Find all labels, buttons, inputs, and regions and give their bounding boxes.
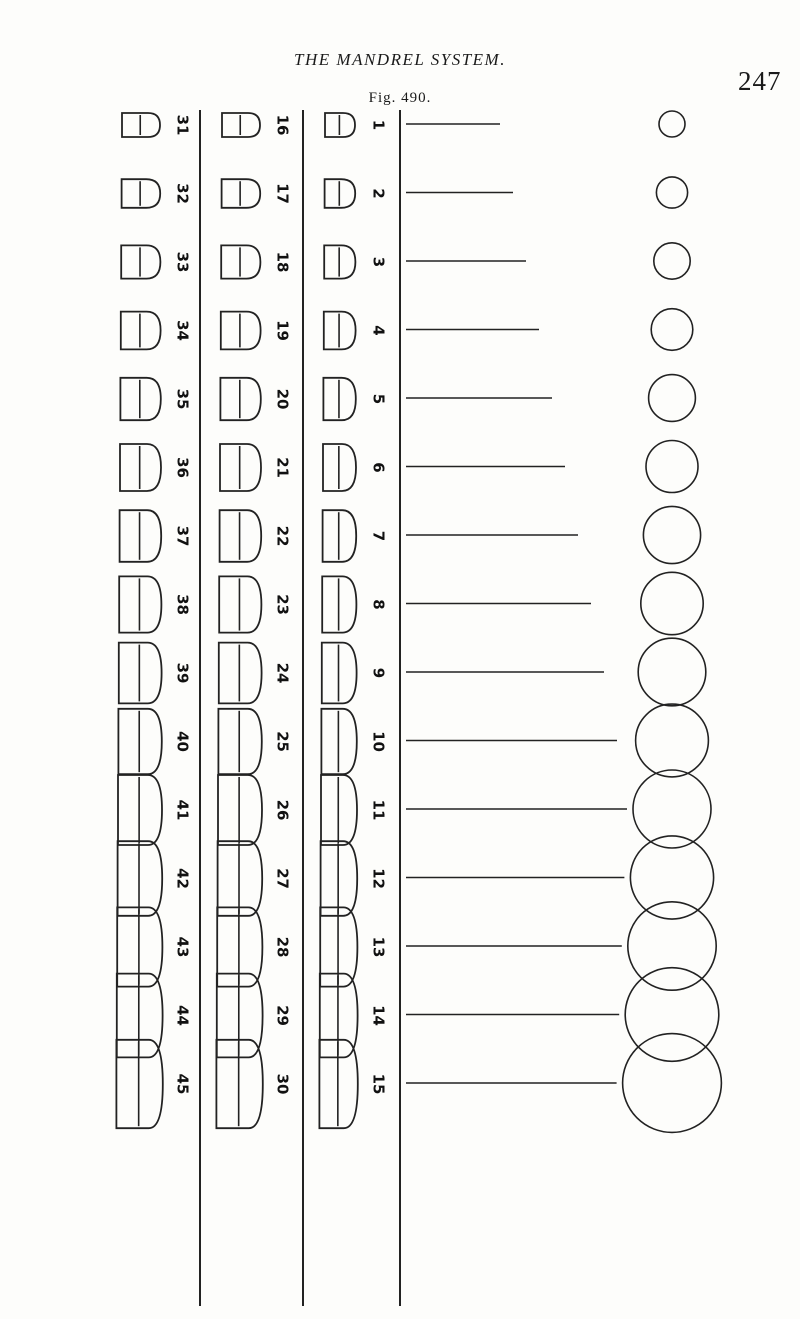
mandrel-shape (120, 378, 160, 420)
mandrel-number: 17 (273, 183, 292, 204)
mandrel-shape (121, 245, 160, 278)
mandrel-shape (322, 576, 356, 632)
size-circle (659, 111, 685, 137)
mandrel-number: 34 (173, 320, 192, 341)
mandrel-shape (218, 775, 262, 845)
mandrel-shape (218, 709, 261, 774)
size-circle (641, 572, 703, 634)
mandrel-number: 12 (369, 868, 388, 889)
mandrel-number: 30 (273, 1073, 292, 1095)
mandrel-shape (217, 907, 262, 986)
mandrel-shape (122, 179, 161, 208)
mandrel-number: 16 (273, 114, 292, 136)
mandrel-number: 23 (273, 594, 292, 615)
size-circle (649, 375, 696, 422)
mandrel-number: 42 (173, 868, 192, 889)
mandrel-number: 26 (273, 799, 292, 821)
mandrel-number: 24 (273, 662, 292, 684)
figure-caption: Fig. 490. (368, 90, 432, 106)
size-circle (656, 177, 687, 208)
mandrel-number: 45 (173, 1073, 192, 1095)
mandrel-number: 21 (273, 457, 292, 478)
mandrel-shape (221, 245, 260, 278)
mandrel-shape (323, 378, 355, 420)
mandrel-number: 9 (369, 667, 388, 679)
mandrel-number: 37 (173, 525, 192, 547)
mandrel-number: 29 (273, 1005, 292, 1026)
mandrel-shape (323, 444, 356, 491)
mandrel-number: 35 (173, 388, 192, 410)
mandrel-shape (219, 643, 262, 704)
size-circle (625, 968, 719, 1062)
size-circle (654, 243, 690, 279)
mandrel-shape (117, 907, 162, 986)
mandrel-shape (322, 643, 357, 704)
mandrel-number: 31 (173, 114, 192, 136)
mandrel-shape (118, 775, 162, 845)
page-number: 247 (738, 66, 782, 96)
mandrel-shape (321, 775, 357, 845)
mandrel-number: 5 (369, 393, 388, 405)
mandrel-shape (325, 179, 356, 208)
mandrel-shape (118, 841, 163, 916)
size-circle (638, 638, 706, 706)
mandrel-number: 32 (173, 183, 192, 204)
mandrel-shape (122, 113, 160, 137)
mandrel-shape (120, 444, 161, 491)
mandrel-number: 44 (173, 1005, 192, 1026)
mandrel-number: 39 (173, 662, 192, 684)
mandrel-number: 19 (273, 320, 292, 341)
mandrel-shape (121, 312, 161, 350)
mandrel-number: 3 (369, 256, 388, 268)
mandrel-number: 4 (369, 325, 388, 336)
mandrel-shape (321, 709, 356, 774)
size-circle (651, 309, 693, 351)
mandrel-number: 7 (369, 530, 388, 542)
mandrel-shape (220, 510, 262, 562)
mandrel-shape (222, 179, 261, 208)
mandrel-shape (222, 113, 260, 137)
mandrel-number: 2 (369, 188, 388, 199)
size-circle (643, 506, 700, 563)
mandrel-number: 1 (369, 119, 388, 131)
mandrel-shape (221, 312, 261, 350)
mandrel-number: 8 (369, 599, 388, 610)
mandrel-number: 6 (369, 462, 388, 473)
mandrel-number: 41 (173, 799, 192, 821)
mandrel-shape (321, 841, 358, 916)
mandrel-shape (324, 312, 356, 350)
mandrel-number: 15 (369, 1073, 388, 1095)
mandrel-number: 38 (173, 594, 192, 615)
mandrel-shape (119, 576, 161, 632)
mandrel-number: 10 (369, 731, 388, 752)
mandrel-shape (219, 576, 261, 632)
mandrel-number: 20 (273, 388, 292, 410)
mandrel-shape (119, 643, 162, 704)
mandrel-number: 33 (173, 251, 192, 273)
mandrel-shape (120, 510, 162, 562)
mandrel-shape (218, 841, 263, 916)
mandrel-shape (118, 709, 161, 774)
mandrel-number: 11 (369, 799, 388, 821)
mandrel-shape (320, 907, 357, 986)
mandrel-number: 43 (173, 936, 192, 958)
mandrel-shape (220, 378, 260, 420)
mandrel-number: 36 (173, 457, 192, 478)
size-circle (628, 902, 716, 990)
mandrel-number: 13 (369, 936, 388, 958)
mandrel-number: 40 (173, 731, 192, 752)
running-title: THE MANDREL SYSTEM. (294, 50, 506, 69)
mandrel-number: 25 (273, 731, 292, 752)
mandrel-shape (324, 245, 355, 278)
mandrel-number: 28 (273, 936, 292, 958)
mandrel-number: 27 (273, 868, 292, 889)
size-circle (623, 1034, 722, 1133)
size-circle (646, 441, 698, 493)
mandrel-number: 22 (273, 525, 292, 547)
size-circle (636, 704, 709, 777)
mandrel-shape (323, 510, 357, 562)
mandrel-shape (325, 113, 355, 137)
mandrel-shape (220, 444, 261, 491)
mandrel-number: 18 (273, 251, 292, 273)
mandrel-number: 14 (369, 1005, 388, 1026)
